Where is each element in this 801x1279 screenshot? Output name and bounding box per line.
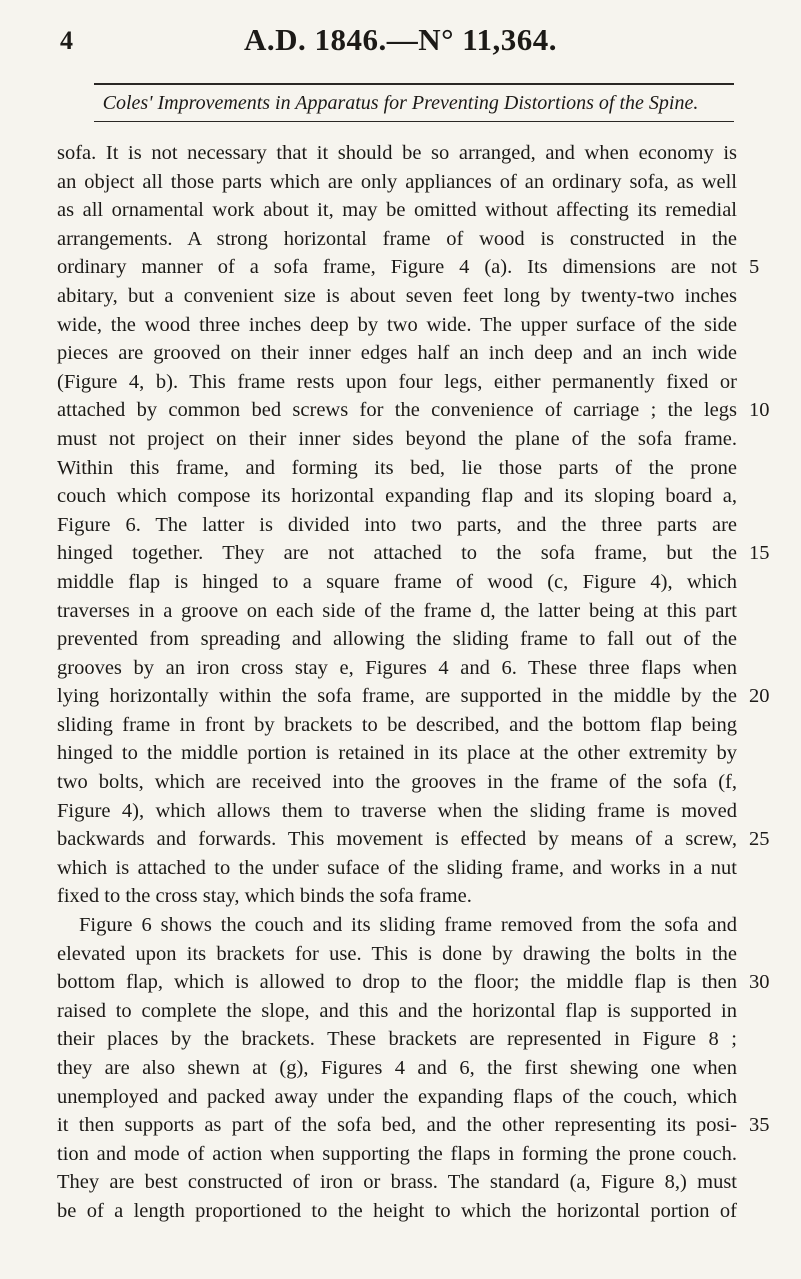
text-line: [57, 597, 737, 626]
line-text: raised to complete the slope, and this and the horizontal flap is supported in: [57, 999, 737, 1022]
text-line: [57, 825, 770, 854]
line-text: their places by the brackets. These brackets are represented in Figure 8 ;: [57, 1028, 737, 1051]
page-number: 4: [60, 26, 73, 55]
line-text: hinged to the middle portion is retained in its place at the other extremity by: [57, 742, 737, 765]
subtitle-rule: [94, 121, 734, 122]
text-line: [57, 1168, 737, 1197]
line-text: two bolts, which are received into the grooves in the frame of the sofa (f,: [57, 771, 737, 794]
text-line: [57, 539, 770, 568]
line-text: elevated upon its brackets for use. This is done by drawing the bolts in the: [57, 942, 737, 965]
line-text: They are best constructed of iron or brass. The standard (a, Figure 8,) must: [57, 1171, 737, 1194]
line-text: bottom flap, which is allowed to drop to the floor; the middle flap is then: [57, 971, 737, 994]
line-number: 30: [749, 971, 770, 994]
line-text: Within this frame, and forming its bed, lie those parts of the prone: [57, 456, 737, 479]
header-rule: [94, 83, 734, 85]
text-line: [57, 225, 737, 254]
line-number: 15: [749, 542, 770, 565]
line-text: grooves by an iron cross stay e, Figures 4 and 6. These three flaps when: [57, 656, 737, 679]
line-text: fixed to the cross stay, which binds the sofa frame.: [57, 885, 472, 908]
text-line: [57, 682, 770, 711]
line-text: abitary, but a convenient size is about seven feet long by twenty-two inches: [57, 284, 737, 307]
line-text: wide, the wood three inches deep by two wide. The upper surface of the side: [57, 313, 737, 336]
line-text: tion and mode of action when supporting the flaps in forming the prone couch.: [57, 1142, 737, 1165]
text-line: [57, 625, 737, 654]
text-line: [57, 739, 737, 768]
text-line: [57, 282, 737, 311]
text-line: [57, 768, 737, 797]
line-number: 25: [749, 828, 770, 851]
text-line: [57, 253, 760, 282]
line-number: 5: [749, 256, 760, 279]
line-text: traverses in a groove on each side of the frame d, the latter being at this part: [57, 599, 737, 622]
line-text: ordinary manner of a sofa frame, Figure 4 (a). Its dimensions are not: [57, 256, 737, 279]
line-text: unemployed and packed away under the expanding flaps of the couch, which: [57, 1085, 737, 1108]
line-text: Figure 6 shows the couch and its sliding frame removed from the sofa and: [79, 914, 737, 937]
text-line: [57, 311, 737, 340]
patent-subtitle: Coles' Improvements in Apparatus for Preventing Distortions of the Spine.: [102, 92, 699, 114]
text-line: [57, 940, 737, 969]
line-text: be of a length proportioned to the height to which the horizontal portion of: [57, 1199, 737, 1222]
text-line: [57, 396, 770, 425]
text-line: [57, 968, 770, 997]
text-line: [57, 997, 737, 1026]
line-text: they are also shewn at (g), Figures 4 and 6, the first shewing one when: [57, 1057, 737, 1079]
text-line: [57, 196, 737, 225]
text-line: [57, 1111, 770, 1140]
text-line: [57, 168, 737, 197]
text-line: [57, 711, 737, 740]
line-text: backwards and forwards. This movement is effected by means of a screw,: [57, 828, 737, 851]
line-text: it then supports as part of the sofa bed, and the other representing its posi-: [57, 1114, 737, 1137]
text-line: [57, 911, 737, 940]
line-text: pieces are grooved on their inner edges half an inch deep and an inch wide: [57, 342, 737, 365]
text-line: [57, 139, 737, 168]
text-line: [57, 339, 737, 368]
text-line: [57, 797, 737, 826]
running-head-title: A.D. 1846.—N° 11,364.: [243, 22, 558, 57]
line-number: 10: [749, 399, 770, 422]
text-line: [57, 482, 737, 511]
line-text: must not project on their inner sides beyond the plane of the sofa frame.: [57, 427, 737, 450]
line-text: as all ornamental work about it, may be omitted without affecting its remedial: [57, 199, 737, 222]
text-line: [57, 1025, 737, 1054]
line-text: sofa. It is not necessary that it should be so arranged, and when economy is: [57, 142, 737, 164]
text-line: [57, 454, 737, 483]
text-line: [57, 368, 737, 397]
text-line: [57, 1054, 737, 1083]
line-number: 35: [749, 1114, 770, 1137]
line-text: Figure 6. The latter is divided into two parts, and the three parts are: [57, 513, 737, 536]
line-text: an object all those parts which are only appliances of an ordinary sofa, as well: [57, 170, 737, 193]
line-text: which is attached to the under suface of the sliding frame, and works in a nut: [57, 856, 737, 879]
body-text: [57, 139, 770, 1226]
text-line: [57, 854, 737, 883]
line-text: middle flap is hinged to a square frame of wood (c, Figure 4), which: [57, 570, 737, 593]
text-line: [57, 654, 737, 683]
line-text: arrangements. A strong horizontal frame of wood is constructed in the: [57, 227, 737, 250]
line-text: prevented from spreading and allowing the sliding frame to fall out of the: [57, 628, 737, 651]
text-line: [57, 882, 737, 911]
line-number: 20: [749, 685, 770, 708]
line-text: attached by common bed screws for the convenience of carriage ; the legs: [57, 399, 737, 422]
line-text: (Figure 4, b). This frame rests upon four legs, either permanently fixed or: [57, 370, 737, 393]
text-line: [57, 511, 737, 540]
line-text: Figure 4), which allows them to traverse when the sliding frame is moved: [57, 799, 737, 822]
line-text: couch which compose its horizontal expanding flap and its sloping board a,: [57, 485, 737, 508]
line-text: lying horizontally within the sofa frame, are supported in the middle by the: [57, 685, 737, 708]
text-line: [57, 425, 737, 454]
text-line: [57, 568, 737, 597]
line-text: hinged together. They are not attached to the sofa frame, but the: [57, 542, 737, 565]
text-line: [57, 1083, 737, 1112]
text-line: [57, 1197, 737, 1226]
line-text: sliding frame in front by brackets to be described, and the bottom flap being: [57, 713, 737, 736]
text-line: [57, 1140, 737, 1169]
